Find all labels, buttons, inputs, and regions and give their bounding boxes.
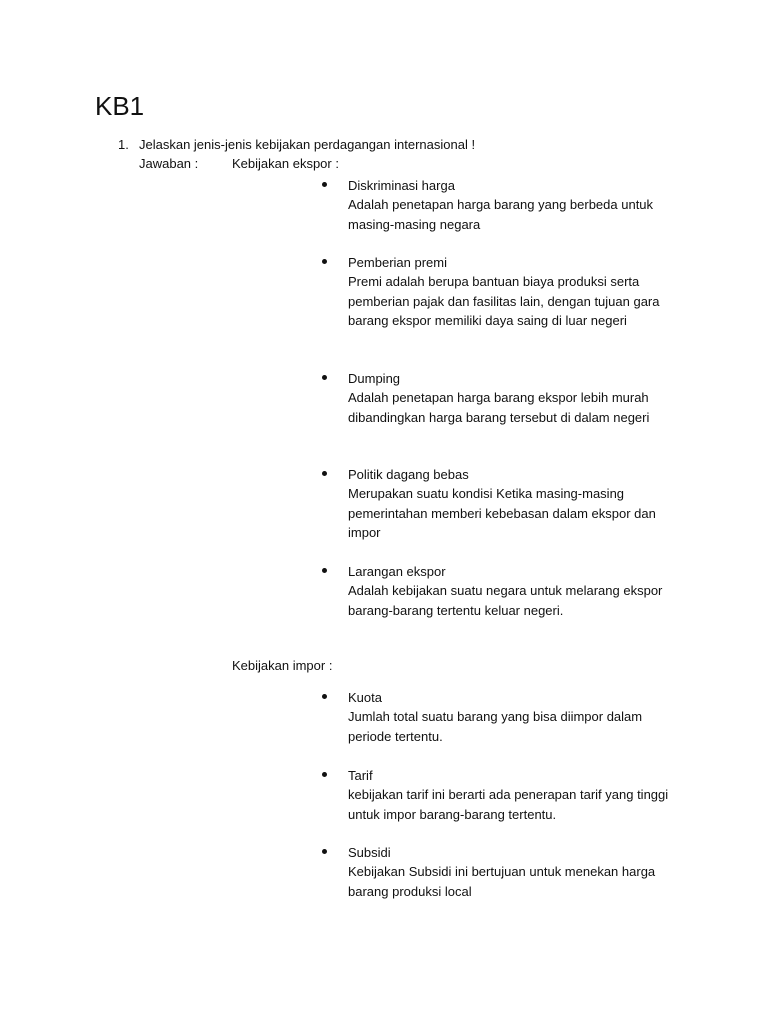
- bullet-icon: [322, 568, 327, 573]
- item-description: Premi adalah berupa bantuan biaya produksi serta pemberian pajak dan fasilitas lain, dengan tujuan gara barang ekspor memiliki daya saing di luar negeri: [348, 274, 660, 329]
- item-description: Adalah penetapan harga barang yang berbeda untuk masing-masing negara: [348, 197, 654, 232]
- item-title: Pemberian premi: [348, 255, 447, 270]
- item-title: Larangan ekspor: [348, 564, 446, 579]
- export-policy-label: Kebijakan ekspor :: [232, 156, 339, 171]
- item-description: Adalah kebijakan suatu negara untuk melarang ekspor barang-barang tertentu keluar negeri.: [348, 583, 663, 618]
- bullet-icon: [322, 471, 327, 476]
- question-number: 1.: [118, 137, 129, 152]
- bullet-icon: [322, 375, 327, 380]
- question-text: Jelaskan jenis-jenis kebijakan perdagangan internasional !: [139, 137, 476, 152]
- item-description: Jumlah total suatu barang yang bisa diimpor dalam periode tertentu.: [348, 709, 643, 744]
- answer-label: Jawaban :: [139, 156, 199, 171]
- bullet-icon: [322, 259, 327, 264]
- import-policy-label: Kebijakan impor :: [232, 658, 333, 673]
- item-title: Politik dagang bebas: [348, 467, 469, 482]
- item-title: Tarif: [348, 768, 373, 783]
- item-description: Merupakan suatu kondisi Ketika masing-masing pemerintahan memberi kebebasan dalam ekspor dan impor: [348, 486, 656, 541]
- item-title: Kuota: [348, 690, 382, 705]
- item-title: Subsidi: [348, 845, 391, 860]
- item-description: kebijakan tarif ini berarti ada penerapan tarif yang tinggi untuk impor barang-barang tertentu.: [348, 787, 669, 822]
- bullet-icon: [322, 182, 327, 187]
- item-title: Diskriminasi harga: [348, 178, 455, 193]
- bullet-icon: [322, 772, 327, 777]
- item-title: Dumping: [348, 371, 401, 386]
- item-description: Kebijakan Subsidi ini bertujuan untuk menekan harga barang produksi local: [348, 864, 656, 899]
- page-heading: KB1: [95, 91, 145, 121]
- bullet-icon: [322, 849, 327, 854]
- bullet-icon: [322, 694, 327, 699]
- item-description: Adalah penetapan harga barang ekspor lebih murah dibandingkan harga barang tersebut di dalam negeri: [348, 390, 650, 425]
